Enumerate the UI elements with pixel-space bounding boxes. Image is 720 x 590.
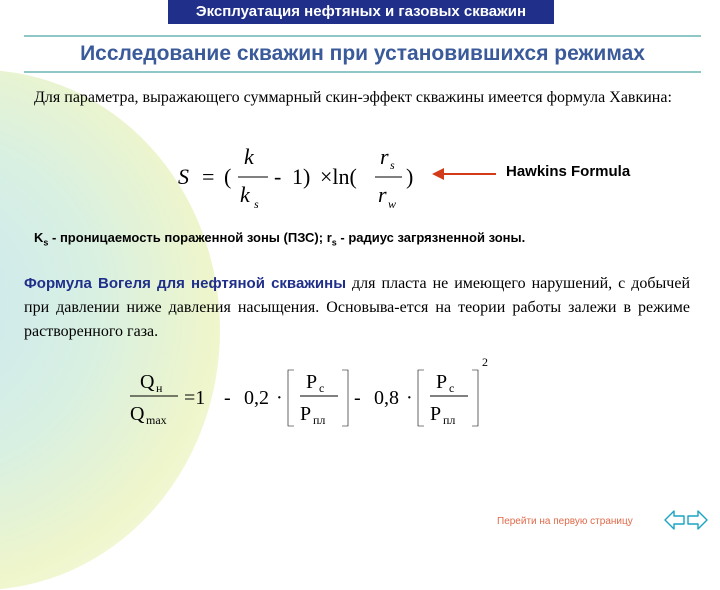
formula2-bracket-left-2 (418, 370, 424, 426)
intro-paragraph: Для параметра, выражающего суммарный скин-эффект скважины имеется формула Хавкина: (34, 89, 672, 106)
vogel-text: для пласта не имеющего нарушений, с добычей при давлении ниже давления насыщения. Основыва-ется на теории работы залежи в режиме растворенного газа. (24, 275, 691, 340)
formula1-den-sub: s (254, 197, 259, 211)
formula2-bracket-left-1 (288, 370, 294, 426)
formula1-den2: r (378, 182, 387, 207)
ks-definition (34, 230, 714, 248)
arrow-left-icon[interactable] (665, 511, 684, 529)
first-page-link[interactable]: Перейти на первую страницу (497, 516, 633, 527)
formula2-ppl2-sub: пл (443, 413, 456, 427)
formula1-den: k (240, 182, 250, 207)
formula2-den: Q (130, 403, 145, 425)
divider-top (24, 35, 701, 37)
formula1-num: k (244, 144, 254, 169)
formula2-num-sub: н (156, 381, 163, 395)
formula2-coef1: 0,2 (244, 387, 269, 409)
formula1-minus: - (274, 164, 282, 189)
formula1-one: 1) (292, 164, 311, 189)
formula2-pc2: P (436, 371, 448, 393)
formula2-coef2: 0,8 (374, 387, 399, 409)
formula1-num2-sub: s (390, 158, 395, 172)
ks-symbol-sub: s (43, 237, 49, 248)
red-arrow-icon (432, 164, 498, 184)
ks-symbol: K (34, 230, 44, 245)
formula1-den2-sub: w (388, 197, 397, 211)
divider-bottom (24, 71, 701, 73)
formula2-minus1: - (224, 387, 231, 409)
formula2-power: 2 (482, 358, 488, 369)
vogel-paragraph (24, 272, 690, 344)
formula1-eq: = (202, 164, 215, 189)
ks-text2: - радиус загрязненной зоны. (336, 230, 526, 245)
header-title: Эксплуатация нефтяных и газовых скважин (168, 0, 554, 24)
formula2-ppl1: P (300, 403, 312, 425)
hawkins-label: Hawkins Formula (506, 163, 631, 180)
formula2-ppl1-sub: пл (313, 413, 326, 427)
formula2-minus2: - (354, 387, 361, 409)
page-subtitle: Исследование скважин при установившихся режимах (80, 42, 645, 65)
formula1-num2: r (380, 144, 389, 169)
formula2-den-sub: max (146, 413, 167, 427)
formula2-pc2-sub: с (449, 381, 455, 395)
nav-arrows (664, 508, 708, 532)
vogel-title: Формула Вогеля для нефтяной скважины (24, 275, 347, 292)
formula2-ppl2: P (430, 403, 442, 425)
formula2-bracket-right-1 (342, 370, 348, 426)
arrow-right-icon[interactable] (688, 511, 707, 529)
rs-symbol: r (326, 230, 332, 245)
hawkins-formula (170, 138, 430, 218)
formula2-pc1: P (306, 371, 318, 393)
formula2-dot1: · (276, 387, 283, 409)
formula2-eq-one: =1 (184, 387, 206, 409)
vogel-formula (120, 358, 510, 438)
formula2-num: Q (140, 371, 155, 393)
formula2-bracket-right-2 (472, 370, 478, 426)
formula1-close: ) (406, 164, 414, 189)
formula2-pc1-sub: с (319, 381, 325, 395)
formula1-lhs: S (178, 164, 189, 189)
rs-symbol-sub: s (331, 237, 337, 248)
formula1-ln: ×ln( (320, 164, 357, 189)
formula1-open: ( (224, 164, 232, 189)
ks-text1: - проницаемость пораженной зоны (ПЗС); (48, 230, 327, 245)
formula2-dot2: · (406, 387, 413, 409)
